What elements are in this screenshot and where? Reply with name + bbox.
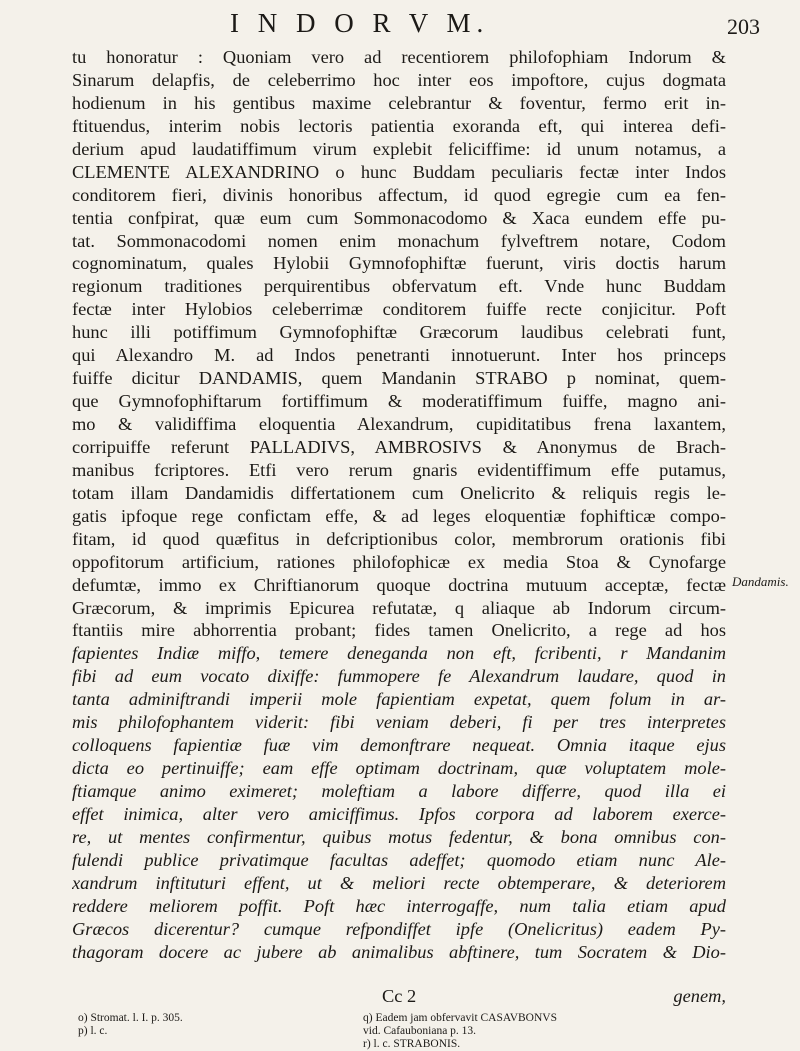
margin-note: Dandamis. [732, 574, 789, 589]
text-line: que Gymnofophiftarum fortiffimum & moderatiffimum fuiffe, magno ani- [72, 391, 726, 412]
text-line: Græcorum, & imprimis Epicurea refutatæ, q aliaque ab Indorum circum- [72, 597, 726, 618]
signature-mark: Cc 2 [382, 986, 417, 1006]
text-line: fulendi publice privatimque facultas adeffet; quomodo etiam nunc Ale- [72, 849, 726, 870]
text-line: fectæ inter Hylobios celeberrimæ conditorem fuiffe recte conjicitur. Poft [72, 299, 726, 320]
text-line: derium apud laudatiffimum virum explebit feliciffime: id unum notamus, a [72, 138, 726, 159]
text-line: Græcos dicerentur? cumque refpondiffet ipfe (Onelicritus) eadem Py- [72, 918, 726, 939]
page-header [200, 6, 760, 46]
text-line: defumtæ, immo ex Chriftianorum quoque doctrina mutuum acceptæ, fectæ [72, 574, 726, 595]
footnotes-right [363, 1012, 728, 1051]
text-line: effet inimica, alter vero amiciffimus. Ipfos corpora ad laborem exerce- [72, 803, 726, 824]
text-line: qui Alexandro M. ad Indos penetranti innotuerunt. Inter hos princeps [72, 345, 726, 366]
text-line: xandrum inftituturi effent, ut & meliori recte obtemperare, & deteriorem [72, 872, 726, 893]
text-line: re, ut mentes confirmentur, quibus motus fedentur, & bona omnibus con- [72, 826, 726, 847]
text-line: thagoram docere ac jubere ab animalibus abftinere, tum Socratem & Dio- [72, 941, 726, 962]
text-line: tentia confpirat, quæ eum cum Sommonacodomo & Xaca eundem effe pu- [72, 207, 726, 228]
text-line: hodienum in his gentibus maxime celebrantur & foventur, fermo erit in- [72, 92, 726, 113]
text-line: fibi ad eum vocato dixiffe: fummopere fe Alexandrum laudare, quod in [72, 666, 726, 687]
footnote-p: p) l. c. [78, 1025, 108, 1037]
text-line: Sinarum delapfis, de celeberrimo hoc inter eos impoftore, cujus dogmata [72, 69, 726, 90]
footnote-r: r) l. c. STRABONIS. [363, 1038, 461, 1050]
text-line: manibus fcriptores. Etfi vero rerum gnaris evidentiffimum effe putamus, [72, 459, 726, 480]
text-line: dicta eo pertinuiffe; eam effe optimam doctrinam, quæ voluptatem mole- [72, 758, 726, 779]
text-line: reddere meliorem poffit. Poft hæc interrogaffe, num talia etiam apud [72, 895, 726, 916]
catchword: genem, [673, 986, 726, 1006]
text-line: fuiffe dicitur DANDAMIS, quem Mandanin STRABO p nominat, quem- [72, 368, 726, 389]
footnotes-left [78, 1012, 338, 1038]
text-line: fapientes Indiæ miffo, temere deneganda non eft, fcribenti, r Mandanim [72, 643, 726, 664]
text-line: tanta adminiftrandi imperii mole fapientiam expetat, quem folum in ar- [72, 689, 726, 710]
footnote-q: q) Eadem jam obfervavit CASAVBONVS [363, 1012, 557, 1024]
text-line: conditorem fieri, divinis honoribus affectum, id quod egregie cum ea fen- [72, 184, 726, 205]
text-line: tu honoratur : Quoniam vero ad recentiorem philofophiam Indorum & [72, 47, 726, 67]
text-line: totam illam Dandamidis differtationem cum Onelicrito & reliquis regis le- [72, 482, 726, 503]
text-line: mo & validiffima eloquentia Alexandrum, cupiditatibus frena laxantem, [72, 414, 726, 434]
text-line: mis philofophantem viderit: fibi veniam deberi, fi per tres interpretes [72, 712, 726, 733]
text-line: ftituendus, interim nobis lectoris patientia exoranda eft, qui interea defi- [72, 115, 726, 136]
text-line: ftantiis mire abhorrentia probant; fides tamen Onelicrito, a rege ad hos [72, 620, 726, 641]
text-line: tat. Sommonacodomi nomen enim monachum fylveftrem notare, Codom [72, 230, 726, 251]
footnote-q-continued: vid. Cafauboniana p. 13. [363, 1025, 477, 1037]
text-line: fitam, id quod quæfitus in defcriptionibus color, membrorum orationis fibi [72, 528, 726, 549]
text-line: gatis ipfoque rege confictam effe, & ad leges eloquentiæ fophifticæ compo- [72, 505, 726, 526]
text-line: ftiamque animo eximeret; moleftiam a labore differre, quod illa ei [72, 781, 726, 801]
footnote-o: o) Stromat. l. I. p. 305. [78, 1012, 183, 1024]
page-number: 203 [727, 14, 760, 39]
text-line: colloquens fapientiæ fuæ vim demonftrare nequeat. Omnia itaque ejus [72, 735, 726, 756]
signature-line [72, 986, 726, 1010]
text-line: oppofitorum artificium, rationes philofophicæ ex media Stoa & Cynofarge [72, 551, 726, 572]
text-line: CLEMENTE ALEXANDRINO o hunc Buddam peculiaris fectæ inter Indos [72, 161, 726, 182]
text-line: hunc illi potiffimum Gymnofophiftæ Græcorum laudibus celebrati funt, [72, 322, 726, 343]
text-line: corripuiffe referunt PALLADIVS, AMBROSIVS & Anonymus de Brach- [72, 436, 726, 457]
body-text [72, 46, 726, 964]
running-head: I N D O R V M. [230, 8, 490, 38]
text-line: cognominatum, quales Hylobii Gymnofophiftæ fuerunt, viris doctis harum [72, 253, 726, 274]
text-line: regionum traditiones perquirentibus obfervatum eft. Vnde hunc Buddam [72, 276, 726, 297]
